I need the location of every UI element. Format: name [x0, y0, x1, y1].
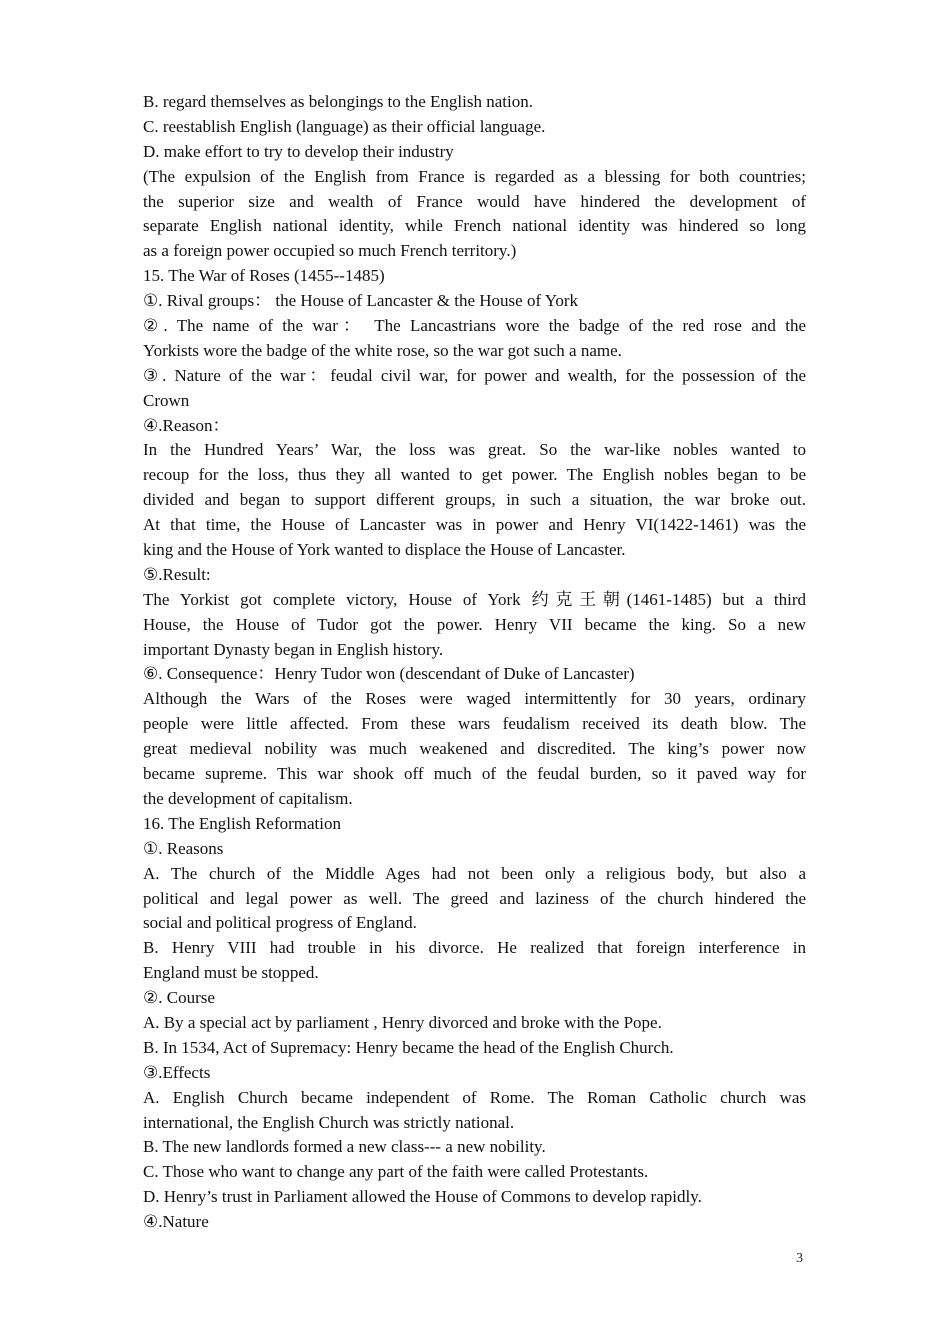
text-line: 16. The English Reformation [143, 813, 341, 833]
text-line: important Dynasty began in English history. [143, 639, 444, 659]
text-line: B. regard themselves as belongings to the English nation. [143, 92, 533, 111]
text-line: The Yorkist got complete victory, House of York 约克王朝(1461-1485) but a third [143, 589, 806, 609]
text-line: 15. The War of Roses (1455--1485) [143, 266, 385, 286]
text-line: Crown [143, 390, 190, 410]
text-line: the superior size and wealth of France would have hindered the development of [143, 191, 806, 211]
text-line: (The expulsion of the English from France is regarded as a blessing for both countries; [143, 166, 806, 186]
text-line: B. The new landlords formed a new class--- a new nobility. [143, 1137, 546, 1157]
text-line: D. make effort to try to develop their industry [143, 141, 454, 161]
text-line: people were little affected. From these wars feudalism received its death blow. The [143, 714, 806, 734]
text-line: At that time, the House of Lancaster was in power and Henry VI(1422-1461) was the [143, 515, 806, 535]
text-line: as a foreign power occupied so much French territory.) [143, 241, 517, 261]
text-line: ②. Course [143, 988, 215, 1008]
text-line: ⑥. Consequence：Henry Tudor won (descendant of Duke of Lancaster) [143, 664, 635, 684]
text-line: A. The church of the Middle Ages had not been only a religious body, but also a [143, 863, 806, 883]
text-line: D. Henry’s trust in Parliament allowed the House of Commons to develop rapidly. [143, 1187, 702, 1207]
text-line: divided and began to support different groups, in such a situation, the war broke out. [143, 490, 806, 510]
text-line: ②. The name of the war： The Lancastrians wore the badge of the red rose and the [143, 316, 806, 336]
text-line: ①. Rival groups： the House of Lancaster & the House of York [143, 291, 578, 311]
text-line: C. reestablish English (language) as their official language. [143, 116, 546, 136]
text-line: the development of capitalism. [143, 788, 353, 808]
text-line: ③.Effects [143, 1062, 211, 1082]
text-line: ④.Nature [143, 1212, 209, 1232]
text-line: recoup for the loss, thus they all wanted to get power. The English nobles began to be [143, 465, 806, 485]
text-line: international, the English Church was strictly national. [143, 1112, 515, 1132]
text-line: king and the House of York wanted to displace the House of Lancaster. [143, 540, 626, 560]
text-line: In the Hundred Years’ War, the loss was great. So the war-like nobles wanted to [143, 440, 806, 460]
text-line: B. In 1534, Act of Supremacy: Henry became the head of the English Church. [143, 1037, 674, 1057]
text-line: A. By a special act by parliament , Henry divorced and broke with the Pope. [143, 1012, 662, 1032]
text-line: England must be stopped. [143, 963, 319, 983]
text-line: Yorkists wore the badge of the white rose, so the war got such a name. [143, 340, 622, 360]
text-line: became supreme. This war shook off much of the feudal burden, so it paved way for [143, 764, 806, 784]
text-line: Although the Wars of the Roses were waged intermittently for 30 years, ordinary [143, 689, 806, 709]
text-line: House, the House of Tudor got the power. Henry VII became the king. So a new [143, 614, 806, 634]
text-line: ③. Nature of the war：feudal civil war, for power and wealth, for the possession of the [143, 365, 806, 385]
text-line: separate English national identity, while French national identity was hindered so long [143, 216, 806, 236]
document-body [143, 90, 806, 1235]
text-line: ①. Reasons [143, 838, 224, 858]
text-line: C. Those who want to change any part of the faith were called Protestants. [143, 1162, 649, 1182]
text-line: social and political progress of England. [143, 913, 417, 933]
text-line: ④.Reason： [143, 415, 230, 435]
text-line: B. Henry VIII had trouble in his divorce. He realized that foreign interference in [143, 938, 806, 958]
text-line: great medieval nobility was much weakened and discredited. The king’s power now [143, 739, 806, 759]
text-line: A. English Church became independent of Rome. The Roman Catholic church was [143, 1087, 806, 1107]
text-line: political and legal power as well. The greed and laziness of the church hindered the [143, 888, 806, 908]
page-number: 3 [796, 1251, 803, 1266]
text-line: ⑤.Result: [143, 564, 211, 584]
